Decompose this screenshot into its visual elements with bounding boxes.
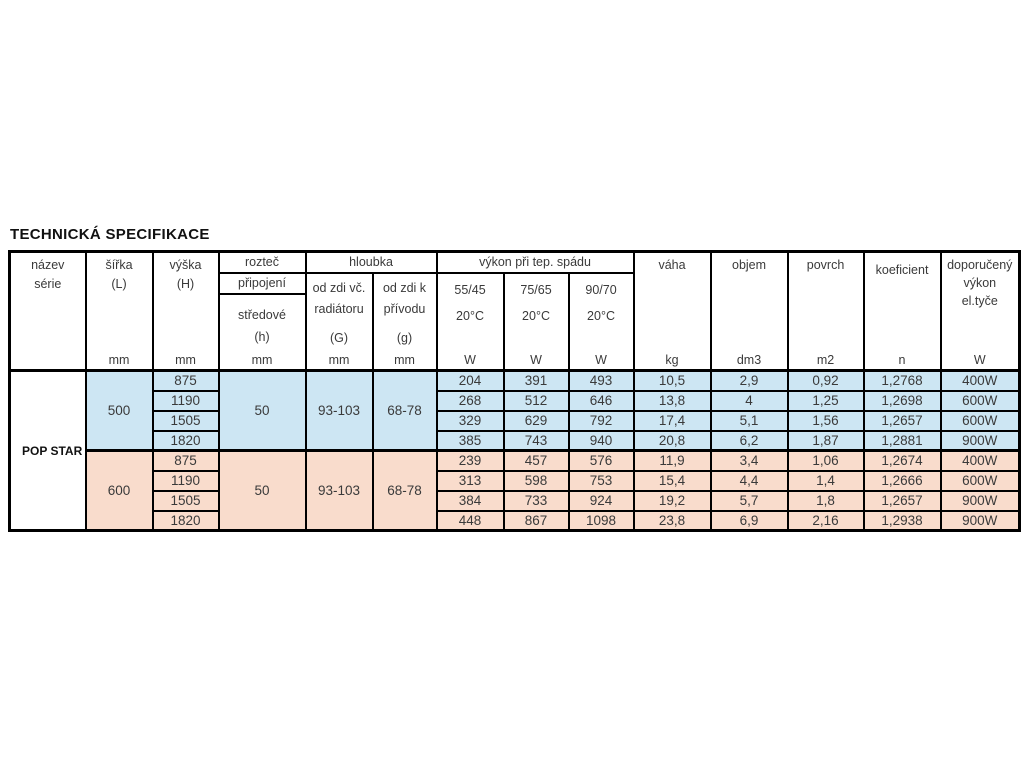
- power-7565-cell: 457: [504, 451, 569, 471]
- surface-cell: 1,06: [788, 451, 864, 471]
- power-5545-cell: 385: [437, 431, 504, 451]
- header-vykon-5545-line2: 20°C: [456, 308, 484, 323]
- el-power-cell: 900W: [941, 511, 1020, 531]
- weight-cell: 10,5: [634, 371, 711, 391]
- volume-cell: 5,1: [711, 411, 788, 431]
- header-koeficient: [864, 252, 941, 371]
- volume-cell: 5,7: [711, 491, 788, 511]
- header-vykon-9070-unit: W: [595, 353, 607, 367]
- table-row: [10, 371, 1020, 391]
- header-stredove: [219, 294, 306, 371]
- header-hloubka-g-unit: mm: [394, 353, 415, 367]
- header-vykon-7565-line1: 75/65: [520, 282, 552, 297]
- surface-cell: 0,92: [788, 371, 864, 391]
- header-vyska-line2: (H): [176, 277, 195, 291]
- header-vyska-line1: výška: [169, 258, 202, 272]
- coefficient-cell: 1,2657: [864, 411, 941, 431]
- header-hloubka-g: [373, 273, 437, 371]
- header-stredove-line1: středové: [238, 307, 286, 322]
- header-vykon-7565-unit: W: [530, 353, 542, 367]
- header-povrch-unit: m2: [816, 353, 835, 367]
- volume-cell: 2,9: [711, 371, 788, 391]
- header-hloubka-G-unit: mm: [328, 353, 350, 367]
- volume-cell: 3,4: [711, 451, 788, 471]
- power-5545-cell: 204: [437, 371, 504, 391]
- coefficient-cell: 1,2657: [864, 491, 941, 511]
- header-vykon-9070-line1: 90/70: [585, 282, 617, 297]
- weight-cell: 20,8: [634, 431, 711, 451]
- power-5545-cell: 239: [437, 451, 504, 471]
- volume-cell: 6,9: [711, 511, 788, 531]
- power-5545-cell: 313: [437, 471, 504, 491]
- table-row: [10, 491, 1020, 511]
- power-7565-cell: 867: [504, 511, 569, 531]
- depth-G-cell: 93-103: [306, 371, 373, 451]
- header-objem-unit: dm3: [736, 353, 762, 367]
- coefficient-cell: 1,2768: [864, 371, 941, 391]
- height-cell: 1820: [153, 511, 219, 531]
- power-5545-cell: 329: [437, 411, 504, 431]
- power-9070-cell: 646: [569, 391, 634, 411]
- surface-cell: 1,25: [788, 391, 864, 411]
- header-doporuceny: [941, 252, 1020, 371]
- header-doporuceny-line3: el.tyče: [961, 294, 998, 308]
- header-vykon-5545-unit: W: [464, 353, 476, 367]
- power-7565-cell: 598: [504, 471, 569, 491]
- header-koeficient-label: koeficient: [875, 263, 929, 277]
- weight-cell: 13,8: [634, 391, 711, 411]
- power-5545-cell: 448: [437, 511, 504, 531]
- power-7565-cell: 629: [504, 411, 569, 431]
- header-objem-label: objem: [732, 258, 767, 272]
- surface-cell: 1,8: [788, 491, 864, 511]
- volume-cell: 4,4: [711, 471, 788, 491]
- pitch-cell: 50: [219, 451, 306, 531]
- header-hloubka-G-symbol: (G): [329, 331, 349, 345]
- table-row: [10, 391, 1020, 411]
- height-cell: 1820: [153, 431, 219, 451]
- header-vaha: [634, 252, 711, 371]
- coefficient-cell: 1,2674: [864, 451, 941, 471]
- width-cell: 500: [86, 371, 153, 451]
- header-pripojeni: připojení: [219, 273, 306, 294]
- depth-G-cell: 93-103: [306, 451, 373, 531]
- power-7565-cell: 391: [504, 371, 569, 391]
- series-name-cell: POP STAR: [10, 371, 86, 531]
- surface-cell: 2,16: [788, 511, 864, 531]
- header-vyska: [153, 252, 219, 371]
- header-vaha-unit: kg: [665, 353, 679, 367]
- header-sirka-line2: (L): [111, 277, 127, 291]
- header-sirka-line1: šířka: [105, 258, 133, 272]
- pitch-cell: 50: [219, 371, 306, 451]
- height-cell: 1190: [153, 471, 219, 491]
- power-5545-cell: 384: [437, 491, 504, 511]
- header-hloubka-g-line2: přívodu: [383, 301, 426, 316]
- height-cell: 875: [153, 451, 219, 471]
- header-stredove-line2: (h): [254, 329, 270, 344]
- weight-cell: 19,2: [634, 491, 711, 511]
- power-9070-cell: 576: [569, 451, 634, 471]
- header-povrch-label: povrch: [806, 258, 845, 272]
- header-hloubka-g-line1: od zdi k: [382, 280, 427, 295]
- surface-cell: 1,56: [788, 411, 864, 431]
- el-power-cell: 600W: [941, 391, 1020, 411]
- header-nazev-line2: série: [34, 277, 62, 291]
- header-vykon: výkon při tep. spádu: [437, 252, 634, 273]
- power-9070-cell: 792: [569, 411, 634, 431]
- power-7565-cell: 743: [504, 431, 569, 451]
- header-hloubka-g-symbol: (g): [396, 331, 413, 345]
- header-povrch: [788, 252, 864, 371]
- header-hloubka-G-line2: radiátoru: [314, 301, 364, 316]
- header-vykon-9070: [569, 273, 634, 371]
- weight-cell: 17,4: [634, 411, 711, 431]
- power-9070-cell: 940: [569, 431, 634, 451]
- header-vyska-unit: mm: [175, 353, 196, 367]
- weight-cell: 15,4: [634, 471, 711, 491]
- header-roztec: rozteč: [219, 252, 306, 273]
- table-row: [10, 431, 1020, 451]
- header-vaha-label: váha: [658, 258, 686, 272]
- el-power-cell: 900W: [941, 491, 1020, 511]
- coefficient-cell: 1,2938: [864, 511, 941, 531]
- surface-cell: 1,87: [788, 431, 864, 451]
- header-nazev-serie: [10, 252, 86, 371]
- header-vykon-7565: [504, 273, 569, 371]
- height-cell: 1505: [153, 491, 219, 511]
- coefficient-cell: 1,2881: [864, 431, 941, 451]
- table-row: [10, 451, 1020, 471]
- power-9070-cell: 924: [569, 491, 634, 511]
- header-stredove-unit: mm: [251, 353, 273, 367]
- header-doporuceny-line2: výkon: [963, 276, 997, 290]
- header-objem: [711, 252, 788, 371]
- header-koeficient-unit: n: [898, 353, 906, 367]
- table-row: [10, 471, 1020, 491]
- header-hloubka: hloubka: [306, 252, 437, 273]
- height-cell: 875: [153, 371, 219, 391]
- header-vykon-5545: [437, 273, 504, 371]
- header-sirka: [86, 252, 153, 371]
- header-vykon-7565-line2: 20°C: [522, 308, 550, 323]
- header-vykon-9070-line2: 20°C: [587, 308, 615, 323]
- volume-cell: 4: [711, 391, 788, 411]
- power-9070-cell: 753: [569, 471, 634, 491]
- weight-cell: 23,8: [634, 511, 711, 531]
- volume-cell: 6,2: [711, 431, 788, 451]
- power-9070-cell: 1098: [569, 511, 634, 531]
- power-7565-cell: 733: [504, 491, 569, 511]
- header-sirka-unit: mm: [108, 353, 130, 367]
- depth-g-cell: 68-78: [373, 451, 437, 531]
- table-row: [10, 411, 1020, 431]
- coefficient-cell: 1,2666: [864, 471, 941, 491]
- table-row: [10, 511, 1020, 531]
- weight-cell: 11,9: [634, 451, 711, 471]
- depth-g-cell: 68-78: [373, 371, 437, 451]
- el-power-cell: 600W: [941, 471, 1020, 491]
- el-power-cell: 400W: [941, 371, 1020, 391]
- power-7565-cell: 512: [504, 391, 569, 411]
- el-power-cell: 900W: [941, 431, 1020, 451]
- el-power-cell: 400W: [941, 451, 1020, 471]
- surface-cell: 1,4: [788, 471, 864, 491]
- header-doporuceny-unit: W: [973, 353, 986, 367]
- coefficient-cell: 1,2698: [864, 391, 941, 411]
- height-cell: 1505: [153, 411, 219, 431]
- page-title: TECHNICKÁ SPECIFIKACE: [10, 226, 210, 243]
- power-9070-cell: 493: [569, 371, 634, 391]
- power-5545-cell: 268: [437, 391, 504, 411]
- height-cell: 1190: [153, 391, 219, 411]
- header-hloubka-G: [306, 273, 373, 371]
- width-cell: 600: [86, 451, 153, 531]
- header-hloubka-G-line1: od zdi vč.: [312, 280, 366, 295]
- el-power-cell: 600W: [941, 411, 1020, 431]
- header-vykon-5545-line1: 55/45: [454, 282, 486, 297]
- header-doporuceny-line1: doporučený: [947, 258, 1013, 272]
- header-nazev-line1: název: [31, 258, 65, 272]
- spec-table: [8, 250, 1021, 532]
